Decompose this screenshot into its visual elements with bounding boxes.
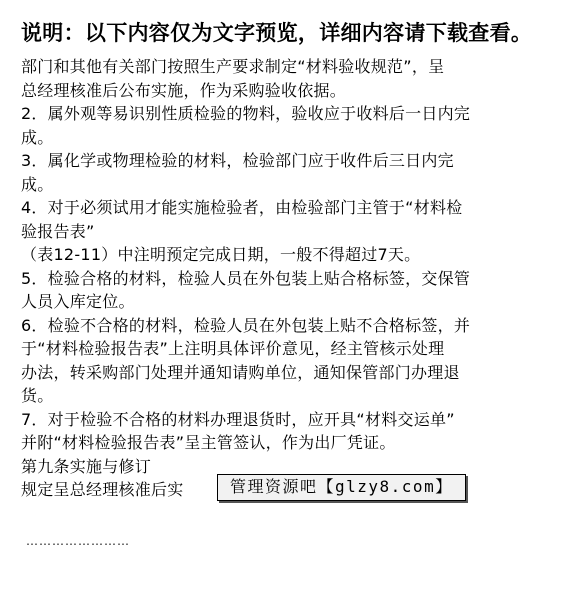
text-line: （表12-11）中注明预定完成日期，一般不得超过7天。	[21, 245, 421, 264]
text-line: 3．属化学或物理检验的材料，检验部门应于收件后三日内完	[21, 151, 454, 170]
text-line: 5．检验合格的材料，检验人员在外包装上贴合格标签，交保管	[21, 268, 471, 288]
text-line: 成。	[21, 174, 54, 194]
document-body	[21, 55, 561, 502]
section-heading: 第九条实施与修订	[21, 456, 152, 476]
text-line: 6．检验不合格的材料，检验人员在外包装上贴不合格标签，并	[21, 315, 471, 335]
site-watermark-badge: 管理资源吧【glzy8.com】	[217, 474, 466, 501]
text-line: 成。	[21, 127, 54, 147]
text-line: 部门和其他有关部门按照生产要求制定“材料验收规范”，呈	[21, 57, 445, 76]
text-line: 总经理核准后公布实施，作为采购验收依据。	[21, 80, 347, 100]
text-line: 2．属外观等易识别性质检验的物料，验收应于收料后一日内完	[21, 104, 471, 123]
text-line: 办法，转采购部门处理并通知请购单位，通知保管部门办理退	[21, 362, 460, 382]
text-line: 货。	[21, 386, 54, 405]
text-line: 并附“材料检验报告表”呈主管签认，作为出厂凭证。	[21, 433, 396, 452]
text-line: 4．对于必须试用才能实施检验者，由检验部门主管于“材料检	[21, 198, 463, 217]
last-text-line	[21, 478, 561, 502]
preview-notice: 说明：以下内容仅为文字预览，详细内容请下载查看。	[21, 21, 533, 45]
continuation-ellipsis: ……………………	[26, 534, 130, 548]
text-line: 验报告表”	[21, 221, 95, 241]
text-line: 人员入库定位。	[21, 292, 135, 311]
text-line: 于“材料检验报告表”上注明具体评价意见，经主管核示处理	[21, 339, 445, 358]
last-line-text: 规定呈总经理核准后实	[21, 480, 184, 499]
text-line: 7．对于检验不合格的材料办理退货时，应开具“材料交运单”	[21, 409, 455, 429]
